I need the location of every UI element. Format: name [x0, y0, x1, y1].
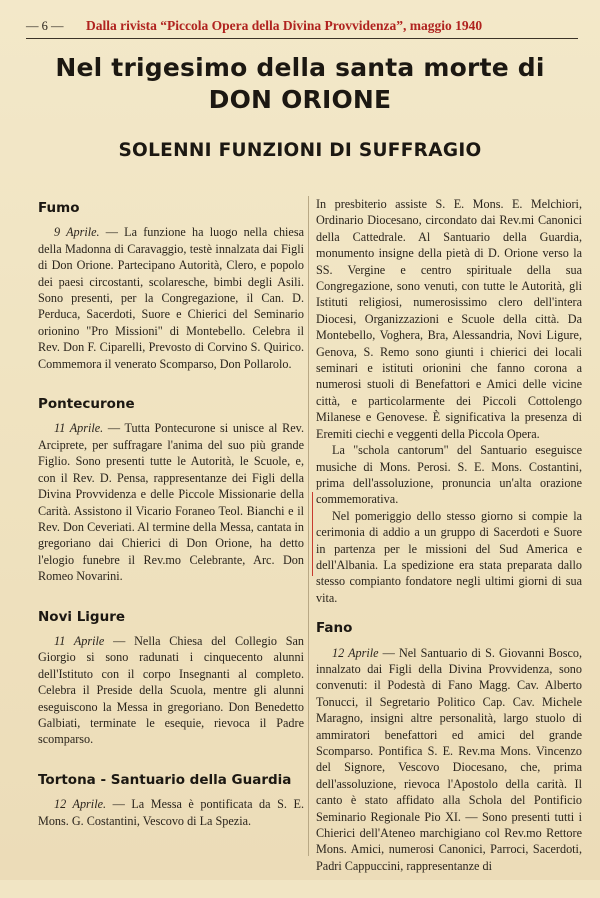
tortona-continued-2: La "schola cantorum" del Santuario eseguisce musiche di Mons. Perosi. S. E. Mons. Costantini, prima dell'assoluzione, pronuncia un'alta orazione commemorativa. — [316, 443, 582, 507]
section-heading: Fumo — [38, 200, 80, 216]
title-line-2: DON ORIONE — [208, 85, 392, 114]
left-column — [38, 200, 304, 853]
section-heading: Novi Ligure — [38, 608, 126, 625]
section-body — [38, 796, 304, 829]
section-fano — [316, 620, 582, 874]
section-body — [38, 224, 304, 372]
section-tortona — [38, 772, 304, 829]
section-heading: Fano — [316, 620, 353, 637]
section-date: 11 Aprile. — [54, 421, 104, 436]
header-line — [26, 16, 582, 36]
source-caption: Dalla rivista “Piccola Opera della Divina Provvidenza”, maggio 1940 — [86, 18, 483, 33]
title-line-1: Nel trigesimo della santa morte di — [55, 53, 545, 82]
section-date: 12 Aprile. — [54, 797, 107, 812]
section-body — [316, 645, 582, 875]
section-text: — Nella Chiesa del Collegio San Giorgio si sono radunati i cinquecento alunni dell'Istituto con il corpo Insegnanti al completo. Celebra il Preside della Scuola, mentre gli alunni eseguiscono la Messa in gregoriano. Don Benedetto Galbiati, terminate le esequie, rievoca il Padre scomparso. — [38, 633, 304, 747]
section-text: — Nel Santuario di S. Giovanni Bosco, innalzato dai Figli della Divina Provvidenza, sono convenuti: il Podestà di Fano Magg. Cav. Alberto Tonucci, il Segretario Politico Cap. Cav. Michele Maragno, insigni altre personalità, largo stuolo di ammiratori benefattori ed amici del grande Scomparso. Pontifica S. E. Rev.ma Mons. Vincenzo del Signore, Vescovo Diocesano, che, prima dell'assoluzione, rievoca l'Apostolo della carità. Il canto è stato affidato alla Schola del Pontificio Seminario Regionale Pio XI. — Sono presenti tutti i Chierici dell'Ateneo marchigiano col Rev.mo Rettore Mons. Amici, numerosi Canonici, Parroci, Sacerdoti, Padri Cappuccini, rappresentanze di — [316, 645, 582, 873]
section-text: — La Messa è pontificata da S. E. Mons. G. Costantini, Vescovo di La Spezia. — [38, 797, 304, 828]
article-subtitle: SOLENNI FUNZIONI DI SUFFRAGIO — [118, 140, 482, 161]
section-date: 9 Aprile. — [54, 225, 100, 240]
article-title — [0, 52, 600, 116]
tortona-continued-1: In presbiterio assiste S. E. Mons. E. Melchiori, Ordinario Diocesano, circondato dai Rev.mi Canonici della Cattedrale. Al Santuario della Guardia, monumento insigne della pietà di D. Orione verso la SS. Vergine e centro spirituale della sua Congregazione, sono venuti, con tutte le Autorità, gli Istituti religiosi, numerosissimo clero dell'intera Diocesi, Organizzazioni e Scuole della città. Da Montebello, Voghera, Bra, Alessandria, Novi Ligure, Genova, S. Remo sono giunti i chierici dei locali seminari e istituti orionini che fanno corona a numerosi stuoli di Benefattori e Amici delle vicine città, e particolarmente dei Piccoli Cottolengo Milanese e Genovese. È significativa la presenza di Eremiti ciechi e veggenti della Piccola Opera. — [316, 197, 582, 441]
section-pontecurone — [38, 396, 304, 584]
section-fumo — [38, 200, 304, 372]
page-number: — 6 — — [26, 19, 64, 33]
section-body — [38, 633, 304, 748]
tortona-continued-3: Nel pomeriggio dello stesso giorno si compie la cerimonia di addio a un gruppo di Sacerdoti e Suore in partenza per le missioni del Sud America e dell'Albania. La spedizione era stata preparata dallo stesso compianto fondatore negli ultimi giorni di sua vita. — [316, 508, 582, 605]
section-novi — [38, 609, 304, 748]
section-body — [38, 420, 304, 584]
section-date: 11 Aprile — [54, 633, 105, 648]
header-rule — [26, 38, 578, 39]
section-text: — Tutta Pontecurone si unisce al Rev. Arciprete, per suffragare l'anima del suo più grande Figlio. Sono presenti tutte le Autorità, le Scuole, e, con il Rev. D. Pensa, rappresentanze dei Figli della Divina Provvidenza e delle Piccole Missionarie della Carità. Assistono il Vicario Foraneo Teol. Bianchi e il Rev. Don Ceveriati. Al termine della Messa, cantata in gregoriano dai Chierici di Don Orione, ha detto l'elogio funebre il Rev.mo Celebrante, Arc. Don Romeo Novarini. — [38, 421, 304, 584]
section-heading: Pontecurone — [38, 396, 135, 413]
right-column — [316, 196, 582, 898]
section-text: — La funzione ha luogo nella chiesa della Madonna di Caravaggio, testè innalzata dai Figli di Don Orione. Partecipano Autorità, Clero, e popolo dei paesi circostanti, scolaresche, bimbi degli Asili. Sono presenti, per la Congregazione, il Can. D. Perduca, Sacerdoti, Suore e Chierici del Seminario orionino "Pro Missioni" di Montebello. Celebra il Rev. Don F. Ciparelli, Prevosto di Corvino S. Quirico. Commemora il venerato Scomparso, Don Pollarolo. — [38, 225, 304, 371]
column-divider — [308, 196, 309, 856]
highlight-bracket — [312, 492, 317, 576]
section-date: 12 Aprile — [332, 645, 379, 660]
section-heading: Tortona - Santuario della Guardia — [38, 771, 292, 788]
